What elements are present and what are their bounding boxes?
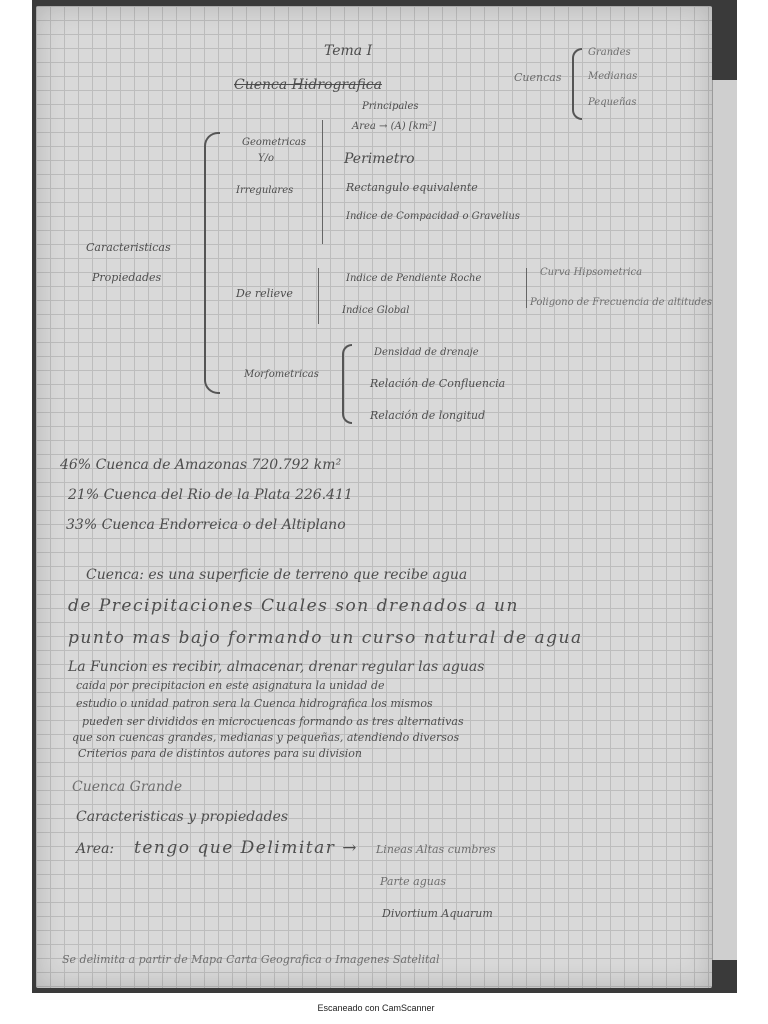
geo-item: Perimetro: [344, 151, 415, 167]
subgroup-yo: Y/o: [258, 153, 274, 164]
subgroup-relieve: De relieve: [236, 287, 293, 300]
top-right-brace: [572, 48, 582, 120]
scanner-text: Escaneado con CamScanner: [317, 1003, 435, 1013]
basin-line: 46% Cuenca de Amazonas 720.792 km²: [60, 457, 342, 473]
body-line: estudio o unidad patron sera la Cuenca hidrografica los mismos: [76, 697, 433, 710]
body-line: La Funcion es recibir, almacenar, drenar regular las aguas: [68, 659, 485, 675]
relieve-subitem: Curva Hipsometrica: [540, 267, 643, 278]
area-text: tengo que Delimitar →: [134, 838, 359, 858]
subgroup-morfometricas: Morfometricas: [244, 369, 319, 380]
subgroup-irregulares: Irregulares: [236, 185, 294, 196]
main-brace: [204, 132, 220, 394]
body-line: pueden ser divididos en microcuencas formando as tres alternativas: [82, 715, 464, 728]
geo-item: Rectangulo equivalente: [346, 181, 478, 194]
bottom-line: Se delimita a partir de Mapa Carta Geografica o Imagenes Satelital: [62, 953, 440, 966]
body-line: que son cuencas grandes, medianas y pequeñas, atendiendo diversos: [72, 731, 460, 744]
body-line: punto mas bajo formando un curso natural de agua: [68, 628, 583, 648]
relieve-item: Indice Global: [342, 305, 410, 316]
morfo-item: Relación de Confluencia: [370, 377, 506, 390]
relieve-item: Indice de Pendiente Roche: [346, 273, 482, 284]
relieve-subitem: Poligono de Frecuencia de altitudes: [530, 297, 713, 308]
top-right-item: Medianas: [588, 71, 638, 82]
basin-line: 33% Cuenca Endorreica o del Altiplano: [66, 517, 346, 533]
scanner-watermark: [0, 1003, 768, 1013]
geo-item: Indice de Compacidad o Gravelius: [346, 211, 520, 222]
tema-heading: Tema I: [324, 43, 373, 59]
top-right-item: Grandes: [588, 47, 631, 58]
section-cuenca-grande: Cuenca Grande: [72, 779, 183, 795]
top-right-item: Pequeñas: [588, 97, 637, 108]
basin-line: 21% Cuenca del Rio de la Plata 226.411: [68, 487, 353, 503]
page-title: Cuenca Hidrografica: [234, 77, 382, 93]
top-right-label: Cuencas: [514, 71, 562, 84]
group-label-caracteristicas: Caracteristicas: [86, 241, 171, 254]
scanned-photo: [32, 0, 737, 993]
subgroup-geometricas: Geometricas: [242, 137, 307, 148]
relieve-sub-bracket: [526, 268, 527, 308]
body-line: caida por precipitacion en este asignatura la unidad de: [76, 679, 385, 692]
morfo-brace: [342, 344, 352, 424]
area-item: Divortium Aquarum: [382, 907, 493, 920]
relieve-bracket: [318, 268, 319, 324]
area-item: Parte aguas: [380, 875, 447, 888]
geo-bracket: [322, 120, 323, 244]
area-item: Lineas Altas cumbres: [376, 843, 496, 856]
body-line: de Precipitaciones Cuales son drenados a un: [68, 596, 519, 616]
background-page-edge: [712, 80, 737, 960]
geo-item: Area → (A) [km²]: [352, 121, 437, 132]
body-line: Criterios para de distintos autores para su division: [78, 747, 362, 760]
morfo-item: Relación de longitud: [370, 409, 486, 422]
area-label: Area:: [76, 841, 115, 857]
notebook-page: [36, 6, 712, 988]
geo-item: Principales: [362, 101, 419, 112]
group-label-propiedades: Propiedades: [92, 271, 162, 284]
section-caracteristicas: Caracteristicas y propiedades: [76, 809, 289, 825]
morfo-item: Densidad de drenaje: [374, 347, 479, 358]
body-line: Cuenca: es una superficie de terreno que recibe agua: [86, 567, 468, 583]
